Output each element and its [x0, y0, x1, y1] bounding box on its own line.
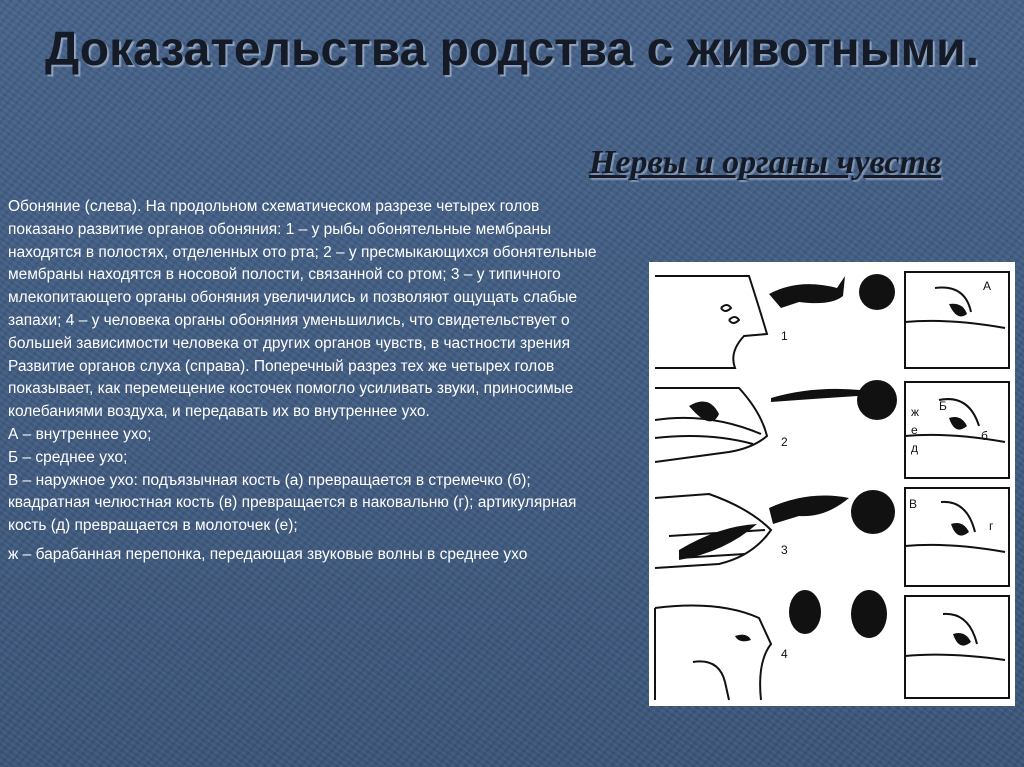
row-number-2: 2: [781, 435, 788, 449]
human-profile-silhouette: [789, 590, 821, 634]
mammal-silhouette: [769, 496, 849, 524]
label-zh: ж: [911, 405, 920, 419]
paragraph-hearing: Развитие органов слуха (справа). Поперечный разрез тех же четырех голов показывает, как перемещение косточек помогло усиливать звуки, приносимые колебаниями воздуха, и передавать их во внутреннее ухо.: [8, 357, 574, 421]
ear-section-2: [905, 382, 1009, 478]
ear-ossicles-1: [949, 304, 967, 317]
paragraph-eardrum: ж – барабанная перепонка, передающая звуковые волны в среднее ухо: [8, 545, 528, 563]
fish-front-silhouette: [859, 274, 895, 310]
ear-ossicles-4: [953, 633, 971, 646]
ear-section-1: [905, 272, 1009, 368]
paragraph-middle-ear: Б – среднее ухо;: [8, 448, 128, 466]
paragraph-olfaction: Обоняние (слева). На продольном схематическом разрезе четырех голов показано развитие органов обоняния: 1 – у рыбы обонятельные мембраны находятся в полостях, отделенных ото рта; 2 – у пресмыкающихся обонятельные мембраны находятся в носовой полости, связанной со ртом; 3 – у типичного млекопитающего органы обоняния увеличились и позволяют ощущать слабые запахи; 4 – у человека органы обоняния уменьшились, что свидетельствует о большей зависимости человека от других органов чувств, в частности зрения: [8, 198, 597, 352]
ear-section-4: [905, 596, 1009, 698]
row-number-4: 4: [781, 647, 788, 661]
paragraph-inner-ear: А – внутреннее ухо;: [8, 425, 152, 443]
label-e: е: [911, 423, 918, 437]
ear-ossicles-3: [951, 523, 969, 536]
label-g: г: [989, 519, 994, 533]
evolution-figure-drawing: [649, 262, 1015, 706]
label-b: Б: [939, 399, 947, 413]
ear-section-3: [905, 488, 1009, 586]
label-b-lower: б: [981, 429, 988, 443]
slide-title: Доказательства родства с животными.: [44, 23, 979, 76]
label-v: В: [909, 497, 918, 511]
label-a: А: [983, 279, 992, 293]
human-nasal-cavity: [735, 635, 751, 642]
evolution-figure: [649, 262, 1015, 706]
fish-head-section: [655, 276, 767, 368]
slide-subtitle: Нервы и органы чувств: [588, 144, 942, 181]
reptile-front-silhouette: [857, 380, 897, 420]
fish-silhouette: [769, 276, 845, 308]
human-head-section: [655, 606, 771, 700]
row-number-3: 3: [781, 543, 788, 557]
human-front-silhouette: [851, 590, 887, 638]
reptile-head-section: [655, 388, 767, 462]
ear-ossicles-2: [949, 417, 967, 430]
label-d: д: [911, 441, 919, 455]
mammal-front-silhouette: [851, 490, 895, 534]
row-number-1: 1: [781, 329, 788, 343]
paragraph-outer-ear: В – наружное ухо: подъязычная кость (а) превращается в стремечко (б); квадратная челюстная кость (в) превращается в наковальню (г); артикулярная кость (д) превращается в молоточек (е);: [8, 471, 577, 535]
body-text: [8, 196, 598, 567]
